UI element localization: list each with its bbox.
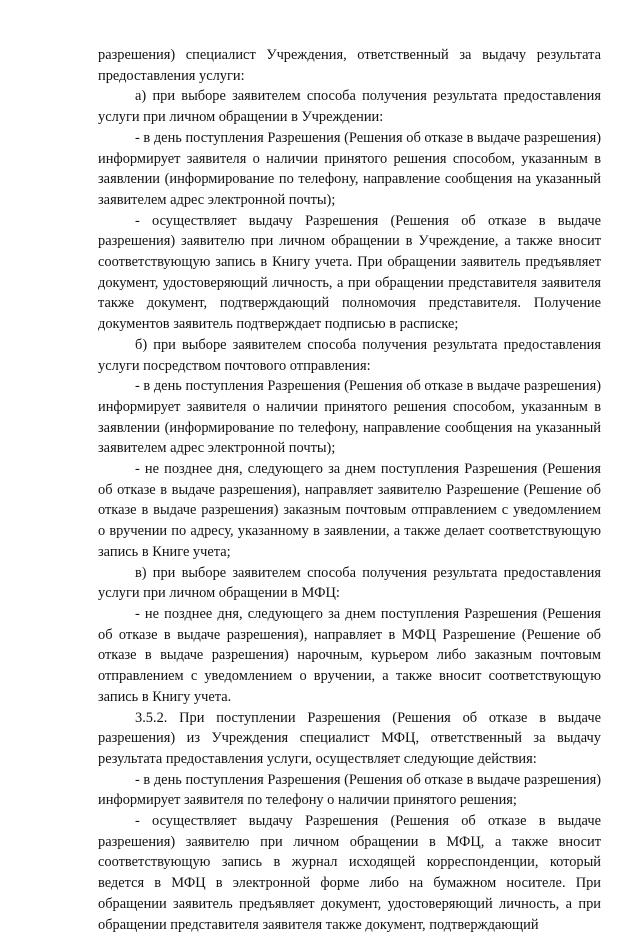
paragraph: - в день поступления Разрешения (Решения об отказе в выдаче разрешения) информирует заявителя о наличии принятого решения способом, указанным в заявлении (информирование по телефону, направление сообщения на указанный заявителем адрес электронной почты); — [98, 378, 601, 457]
paragraph: - не позднее дня, следующего за днем поступления Разрешения (Решения об отказе в выдаче разрешения), направляет заявителю Разрешение (Решение об отказе в выдаче разрешения) заказным почтовым отправлением с уведомлением о вручении по адресу, указанному в заявлении, а также делает соответствующую запись в Книге учета; — [98, 461, 601, 560]
paragraph: - осуществляет выдачу Разрешения (Решения об отказе в выдаче разрешения) заявителю при личном обращении в МФЦ, а также вносит соответствующую запись в журнал исходящей корреспонденции, который ведется в МФЦ в электронной форме либо на бумажном носителе. При обращении заявитель предъявляет документ, удостоверяющий личность, а при обращении представителя заявителя также документ, подтверждающий — [98, 813, 601, 933]
paragraph: б) при выборе заявителем способа получения результата предоставления услуги посредством почтового отправления: — [98, 336, 601, 374]
paragraph: 3.5.2. При поступлении Разрешения (Решения об отказе в выдаче разрешения) из Учреждения специалист МФЦ, ответственный за выдачу результата предоставления услуги, осуществляет следующие действия: — [98, 709, 601, 767]
document-page — [98, 45, 601, 935]
paragraph: - в день поступления Разрешения (Решения об отказе в выдаче разрешения) информирует заявителя о наличии принятого решения способом, указанным в заявлении (информирование по телефону, направление сообщения на указанный заявителем адрес электронной почты); — [98, 129, 601, 208]
paragraph: - не позднее дня, следующего за днем поступления Разрешения (Решения об отказе в выдаче разрешения), направляет в МФЦ Разрешение (Решение об отказе в выдаче разрешения) нарочным, курьером либо заказным почтовым отправлением с уведомлением о вручении, а также вносит соответствующую запись в Книгу учета. — [98, 605, 601, 705]
paragraph: - в день поступления Разрешения (Решения об отказе в выдаче разрешения) информирует заявителя по телефону о наличии принятого решения; — [98, 771, 601, 809]
paragraph: в) при выборе заявителем способа получения результата предоставления услуги при личном обращении в МФЦ: — [98, 564, 601, 602]
paragraph: а) при выборе заявителем способа получения результата предоставления услуги при личном обращении в Учреждении: — [98, 88, 601, 126]
paragraph: - осуществляет выдачу Разрешения (Решения об отказе в выдаче разрешения) заявителю при личном обращении в Учреждение, а также вносит соответствующую запись в Книгу учета. При обращении заявитель предъявляет документ, удостоверяющий личность, а при обращении представителя заявителя также документ, подтверждающий полномочия представителя. Получение документов заявитель подтверждает подписью в расписке; — [98, 212, 601, 333]
paragraph: разрешения) специалист Учреждения, ответственный за выдачу результата предоставления услуги: — [98, 47, 601, 84]
